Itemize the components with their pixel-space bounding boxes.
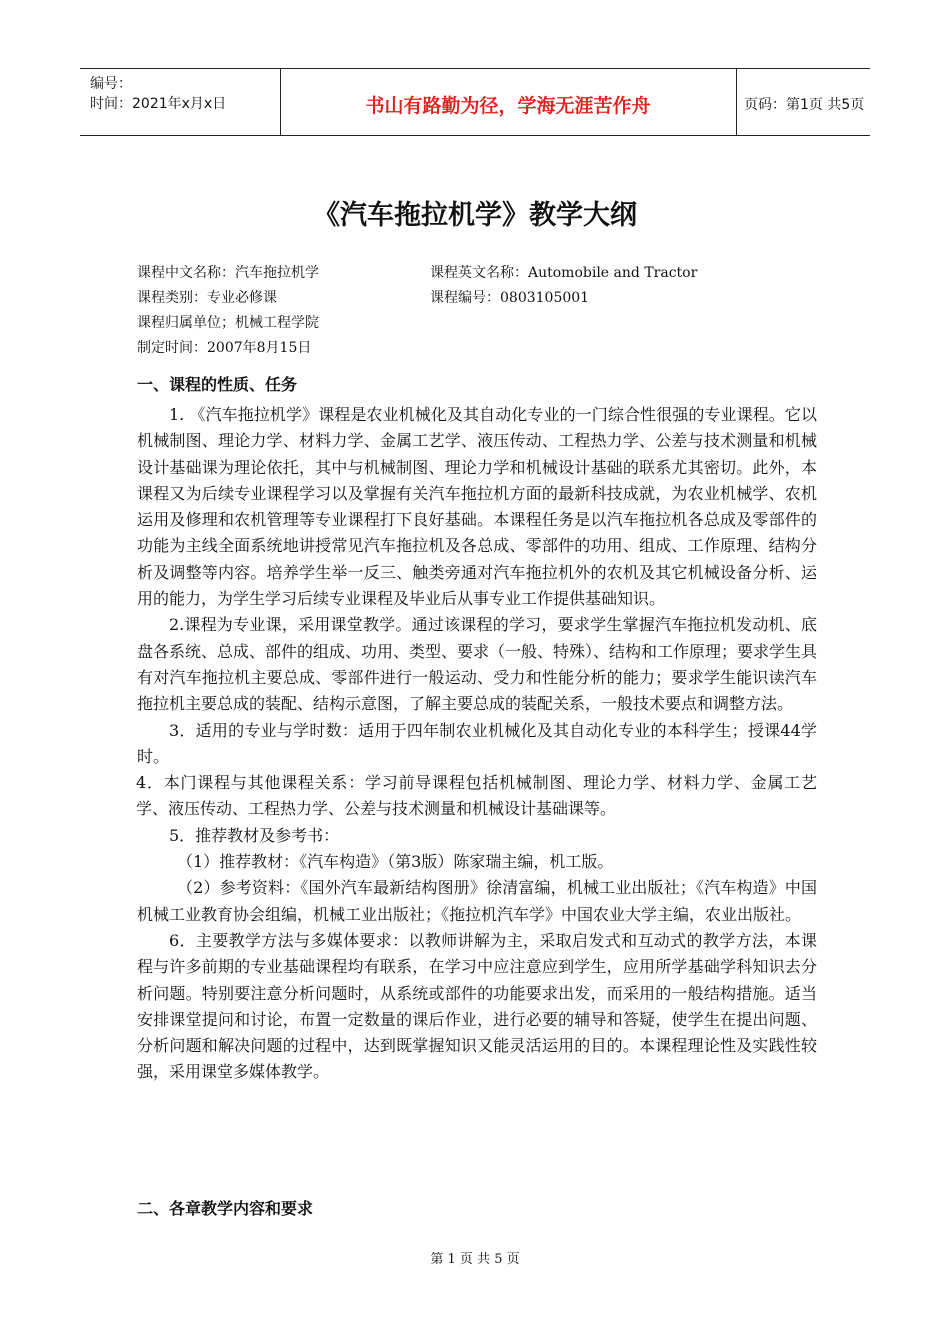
paragraph-5-references: （2）参考资料：《国外汽车最新结构图册》徐清富编，机械工业出版社；《汽车构造》中国机械工业教育协会组编，机械工业出版社；《拖拉机汽车学》中国农业大学主编，农业出版社。 [137, 878, 817, 924]
paragraph-3: 3．适用的专业与学时数：适用于四年制农业机械化及其自动化专业的本科学生；授课44学时。 [137, 720, 817, 766]
course-code: 课程编号：0803105001 [430, 290, 590, 306]
paragraph-5-textbook: （1）推荐教材：《汽车构造》（第3版）陈家瑞主编，机工版。 [177, 852, 614, 872]
page-header [80, 68, 870, 136]
paragraph-2: 2.课程为专业课，采用课堂教学。通过该课程的学习，要求学生掌握汽车拖拉机发动机、底盘各系统、总成、部件的组成、功用、类型、要求（一般、特殊）、结构和工作原理；要求学生具有对汽车拖拉机主要总成、零部件进行一般运动、受力和性能分析的能力；要求学生能识读汽车拖拉机主要总成的装配、结构示意图，了解主要总成的装配关系，一般技术要点和调整方法。 [137, 615, 818, 714]
course-unit: 课程归属单位；机械工程学院 [137, 315, 319, 331]
section-body [137, 402, 817, 1086]
course-cn-name: 课程中文名称：汽车拖拉机学 [137, 265, 319, 281]
section-heading-chapters: 二、各章教学内容和要求 [137, 1199, 314, 1218]
course-en-name: 课程英文名称：Automobile and Tractor [430, 265, 698, 281]
course-date: 制定时间：2007年8月15日 [137, 340, 312, 356]
motto-text: 书山有路勤为径，学海无涯苦作舟 [365, 95, 651, 117]
header-page-label: 页码：第1页 共5页 [744, 97, 865, 113]
document-title: 《汽车拖拉机学》教学大纲 [313, 200, 637, 231]
page-footer: 第 1 页 共 5 页 [430, 1252, 520, 1267]
paragraph-5: 5．推荐教材及参考书： [169, 825, 340, 845]
course-category: 课程类别：专业必修课 [137, 290, 277, 306]
section-heading-nature: 一、课程的性质、任务 [137, 375, 298, 394]
paragraph-4: 4．本门课程与其他课程关系：学习前导课程包括机械制图、理论力学、材料力学、金属工艺学、液压传动、工程热力学、公差与技术测量和机械设计基础课等。 [136, 773, 817, 819]
paragraph-1: 1. 《汽车拖拉机学》课程是农业机械化及其自动化专业的一门综合性很强的专业课程。它以机械制图、理论力学、材料力学、金属工艺学、液压传动、工程热力学、公差与技术测量和机械设计基础课为理论依托，其中与机械制图、理论力学和机械设计基础的联系尤其密切。此外，本课程又为后续专业课程学习以及掌握有关汽车拖拉机方面的最新科技成就，为农业机械学、农机运用及修理和农机管理等专业课程打下良好基础。本课程任务是以汽车拖拉机各总成及零部件的功能为主线全面系统地讲授常见汽车拖拉机及各总成、零部件的功用、组成、工作原理、结构分析及调整等内容。培养学生举一反三、触类旁通对汽车拖拉机外的农机及其它机械设备分析、运用的能力，为学生学习后续专业课程及毕业后从事专业工作提供基础知识。 [137, 405, 817, 609]
header-page-cell [736, 69, 870, 135]
document-time-label: 时间：2021年x月x日 [90, 96, 227, 112]
paragraph-6: 6．主要教学方法与多媒体要求：以教师讲解为主，采取启发式和互动式的教学方法，本课程与许多前期的专业基础课程均有联系，在学习中应注意应到学生，应用所学基础学科知识去分析问题。特别要注意分析问题时，从系统或部件的功能要求出发，而采用的一般结构措施。适当安排课堂提问和讨论，布置一定数量的课后作业，进行必要的辅导和答疑，使学生在提出问题、分析问题和解决问题的过程中，达到既掌握知识又能灵活运用的目的。本课程理论性及实践性较强，采用课堂多媒体教学。 [137, 930, 817, 1082]
header-motto-cell [280, 69, 737, 135]
header-info-cell [80, 69, 281, 135]
document-number-label: 编号： [90, 76, 132, 92]
